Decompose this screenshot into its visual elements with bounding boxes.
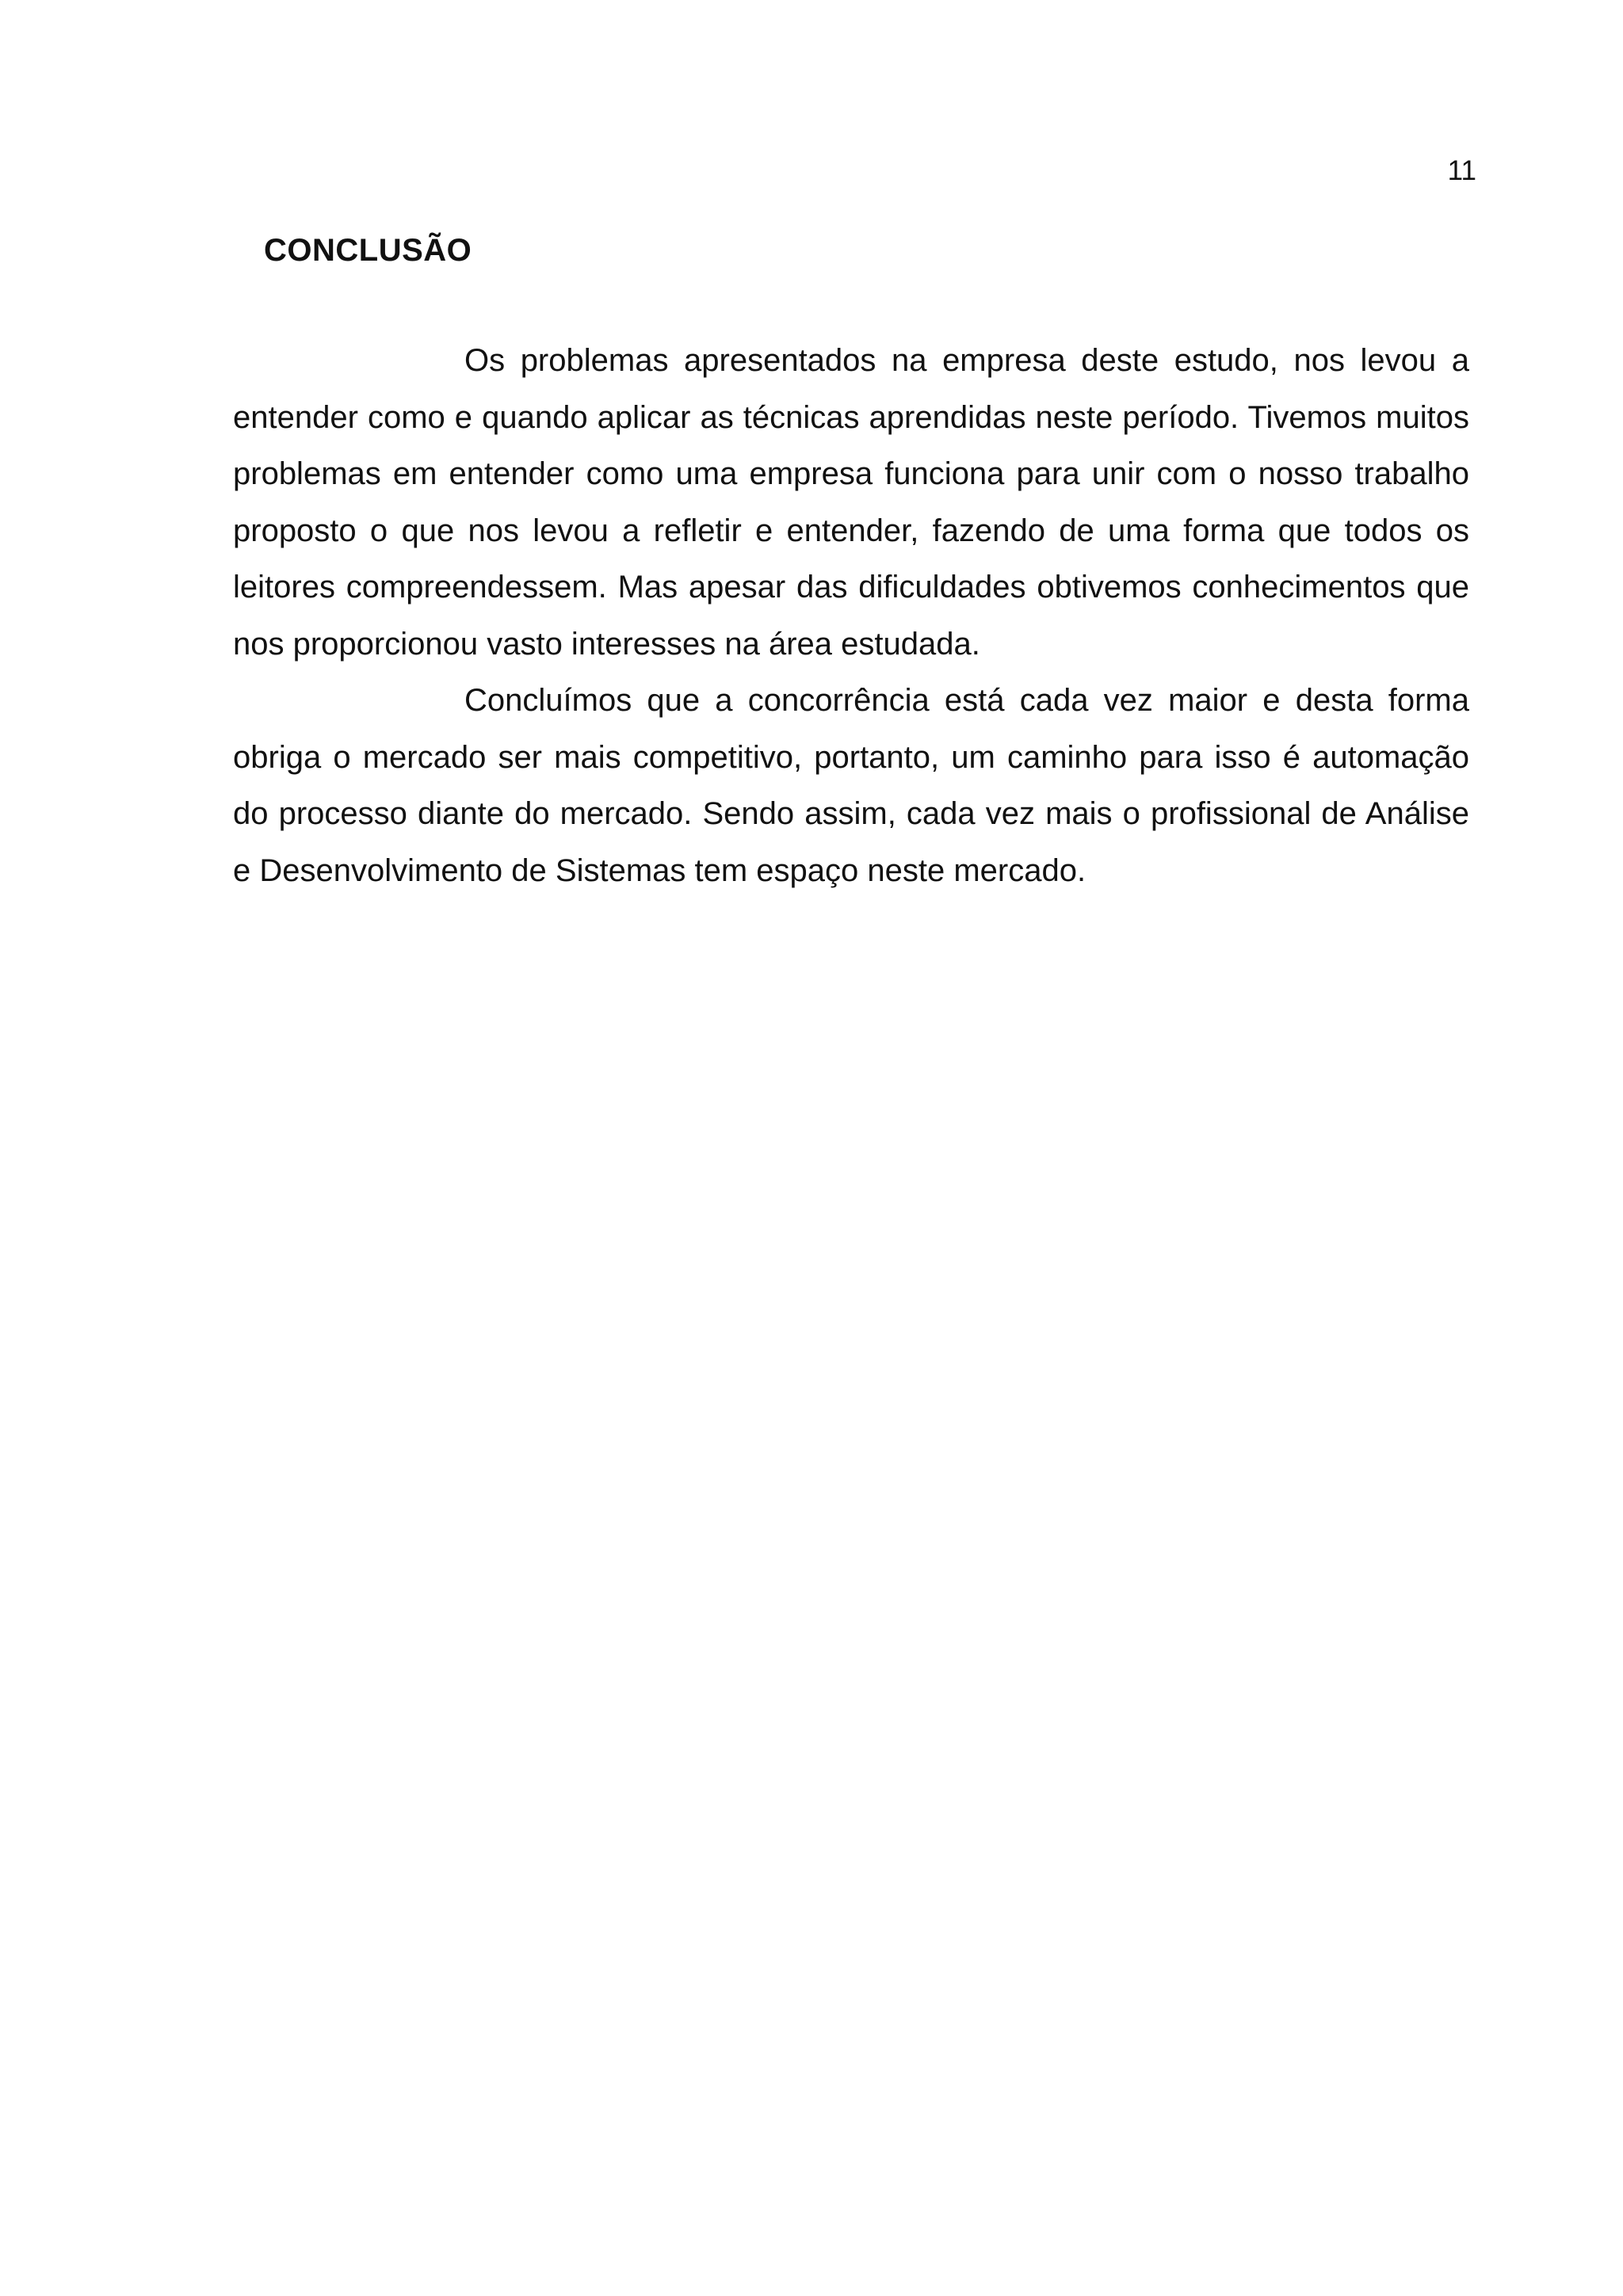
paragraph-2: Concluímos que a concorrência está cada vez maior e desta forma obriga o mercado ser mais competitivo, portanto, um caminho para isso é automação do processo diante do mercado. Sendo assim, cada vez mais o profissional de Análise e Desenvolvimento de Sistemas tem espaço neste mercado. [233, 683, 1469, 888]
section-title: CONCLUSÃO [264, 233, 472, 268]
paragraph-1: Os problemas apresentados na empresa deste estudo, nos levou a entender como e quando aplicar as técnicas aprendidas neste período. Tivemos muitos problemas em entender como uma empresa funciona para unir com o nosso trabalho proposto o que nos levou a refletir e entender, fazendo de uma forma que todos os leitores compreendessem. Mas apesar das dificuldades obtivemos conhecimentos que nos proporcionou vasto interesses na área estudada. [233, 343, 1469, 662]
page-number: 11 [1447, 155, 1476, 186]
body-text [233, 333, 1469, 899]
